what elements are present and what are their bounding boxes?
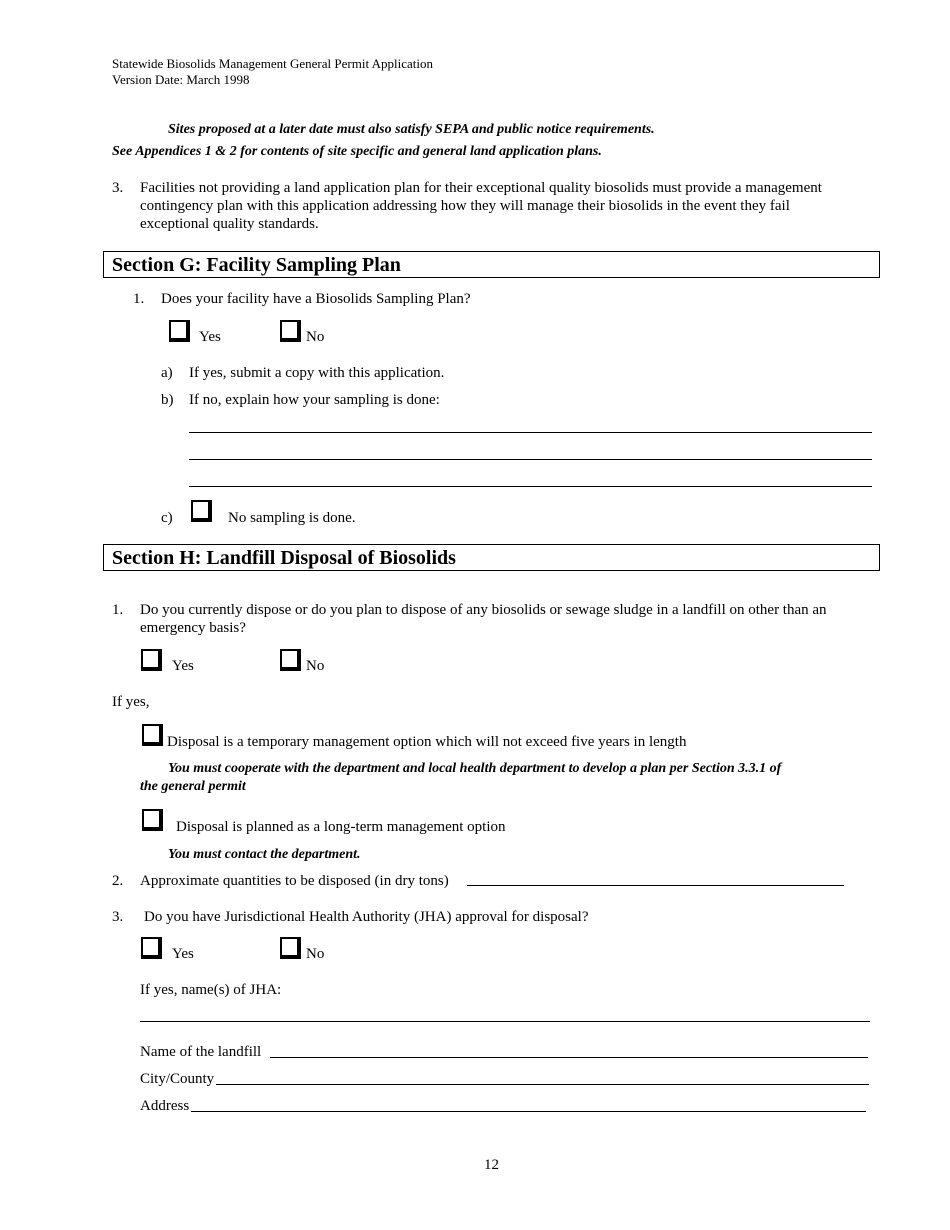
h-temporary-note-line2: the general permit bbox=[140, 779, 246, 794]
g-a-text: If yes, submit a copy with this application. bbox=[189, 365, 445, 381]
section-h-header bbox=[103, 544, 880, 571]
g-explain-line-2[interactable] bbox=[189, 459, 872, 460]
h-q3-no-label: No bbox=[306, 946, 325, 962]
h-q1-question: Do you currently dispose or do you plan to dispose of any biosolids or sewage sludge in a landfill on other than an emergency basis? bbox=[140, 602, 827, 636]
g-c-label: c) bbox=[161, 510, 173, 526]
g-explain-line-3[interactable] bbox=[189, 486, 872, 487]
h-landfill-label: Name of the landfill bbox=[140, 1044, 262, 1060]
g-q1-number: 1. bbox=[133, 291, 145, 307]
g-b-label: b) bbox=[161, 392, 174, 408]
h-city-county-field[interactable] bbox=[216, 1084, 869, 1085]
h-temporary-option: Disposal is a temporary management option which will not exceed five years in length bbox=[167, 734, 687, 750]
item-3-number: 3. bbox=[112, 180, 124, 196]
document-title: Statewide Biosolids Management General Permit Application bbox=[112, 56, 433, 71]
h-temporary-note-line1: You must cooperate with the department and local health department to develop a plan per Section 3.3.1 of bbox=[168, 761, 782, 776]
g-b-text: If no, explain how your sampling is done: bbox=[189, 392, 440, 408]
h-q3-question: Do you have Jurisdictional Health Authority (JHA) approval for disposal? bbox=[144, 909, 589, 925]
h-if-yes: If yes, bbox=[112, 694, 150, 710]
h-q3-number: 3. bbox=[112, 909, 124, 925]
h-q2-number: 2. bbox=[112, 873, 124, 889]
g-q1-question: Does your facility have a Biosolids Sampling Plan? bbox=[161, 291, 471, 307]
h-long-term-checkbox[interactable] bbox=[142, 809, 163, 831]
g-q1-no-checkbox[interactable] bbox=[280, 320, 301, 342]
section-g-header bbox=[103, 251, 880, 278]
h-long-term-note: You must contact the department. bbox=[168, 847, 361, 862]
h-jha-name-field[interactable] bbox=[140, 1021, 870, 1022]
h-long-term-option: Disposal is planned as a long-term management option bbox=[176, 819, 506, 835]
page-number: 12 bbox=[484, 1157, 499, 1173]
h-q1-yes-label: Yes bbox=[172, 658, 194, 674]
h-city-label: City/County bbox=[140, 1071, 215, 1087]
g-a-label: a) bbox=[161, 365, 173, 381]
h-address-field[interactable] bbox=[191, 1111, 866, 1112]
version-date: Version Date: March 1998 bbox=[112, 72, 250, 87]
g-q1-yes-checkbox[interactable] bbox=[169, 320, 190, 342]
sepa-note: Sites proposed at a later date must also satisfy SEPA and public notice requirements. bbox=[168, 122, 655, 137]
h-q1-no-label: No bbox=[306, 658, 325, 674]
h-address-label: Address bbox=[140, 1098, 190, 1114]
g-no-sampling-checkbox[interactable] bbox=[191, 500, 212, 522]
section-g-title: Section G: Facility Sampling Plan bbox=[112, 254, 401, 276]
h-q2-quantity-field[interactable] bbox=[467, 885, 844, 886]
g-c-text: No sampling is done. bbox=[228, 510, 356, 526]
h-q3-no-checkbox[interactable] bbox=[280, 937, 301, 959]
h-landfill-name-field[interactable] bbox=[270, 1057, 868, 1058]
document-header bbox=[112, 56, 433, 88]
appendices-note: See Appendices 1 & 2 for contents of site specific and general land application plans. bbox=[112, 144, 602, 159]
g-q1-no-label: No bbox=[306, 329, 325, 345]
item-3-text: Facilities not providing a land application plan for their exceptional quality biosolids must provide a management contingency plan with this application addressing how they will manage their biosolids in the event they fail exceptional quality standards. bbox=[140, 180, 822, 232]
h-temporary-checkbox[interactable] bbox=[142, 724, 163, 746]
h-q3-yes-label: Yes bbox=[172, 946, 194, 962]
h-q3-yes-checkbox[interactable] bbox=[141, 937, 162, 959]
h-q1-yes-checkbox[interactable] bbox=[141, 649, 162, 671]
g-explain-line-1[interactable] bbox=[189, 432, 872, 433]
g-q1-yes-label: Yes bbox=[199, 329, 221, 345]
h-q1-no-checkbox[interactable] bbox=[280, 649, 301, 671]
h-jha-label: If yes, name(s) of JHA: bbox=[140, 982, 282, 998]
h-q2-question: Approximate quantities to be disposed (in dry tons) bbox=[140, 873, 449, 889]
h-q1-number: 1. bbox=[112, 602, 124, 618]
section-h-title: Section H: Landfill Disposal of Biosolids bbox=[112, 547, 456, 569]
